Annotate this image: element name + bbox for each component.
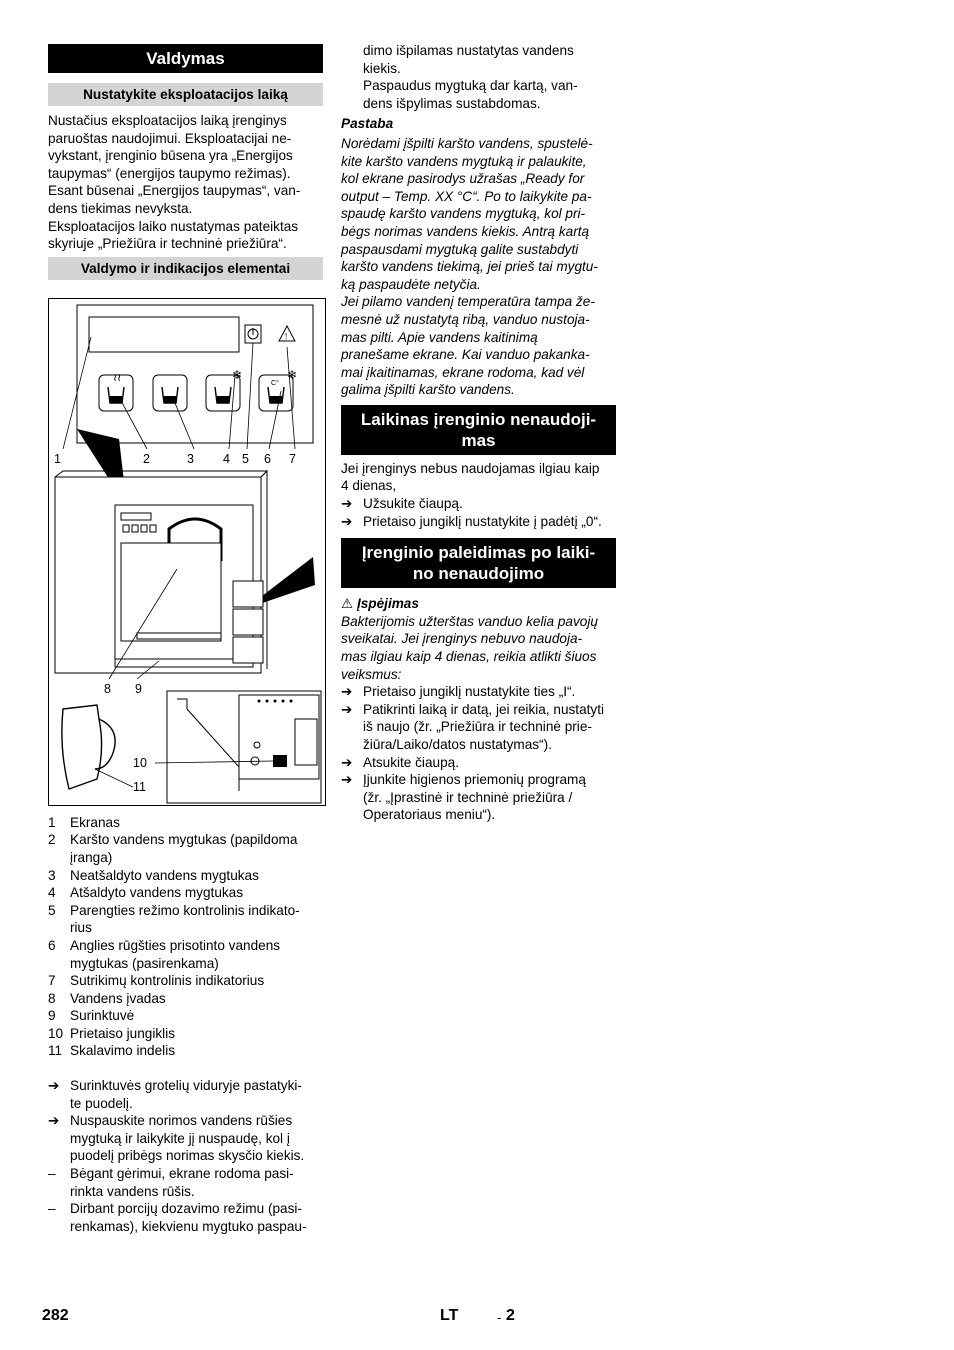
subheading-controls: Valdymo ir indikacijos elementai	[48, 257, 323, 280]
svg-text:8: 8	[104, 681, 111, 696]
svg-text:7: 7	[289, 451, 296, 466]
device-illustration	[49, 299, 325, 805]
legend-list	[48, 814, 323, 1060]
footer-separator: -	[497, 1310, 502, 1325]
svg-text:11: 11	[133, 779, 146, 794]
legend-item: 10 Prietaiso jungiklis	[48, 1025, 176, 1041]
shutdown-intro: Jei įrenginys nebus naudojamas ilgiau kaip 4 dienas,	[341, 460, 600, 494]
ambient-water-button-icon	[153, 375, 187, 411]
legend-item: 7 Sutrikimų kontrolinis indikatorius	[48, 973, 265, 989]
legend-item: 11 Skalavimo indelis	[48, 1043, 176, 1059]
device-figure	[48, 298, 326, 806]
legend-item: 6 Anglies rūgšties prisotinto vandens mygtukas (pasirenkama)	[48, 937, 281, 971]
svg-text:≀≀: ≀≀	[113, 371, 122, 384]
svg-text:3: 3	[187, 451, 194, 466]
text-line: dimo išpilamas nustatytas vandens	[363, 43, 574, 58]
step-item: ➔ Prietaiso jungiklį nustatykite ties „I“.	[341, 684, 576, 700]
text-line: taupymas“ (energijos taupymo režimas).	[48, 165, 291, 181]
warning-title: ⚠ Įspėjimas	[341, 596, 419, 612]
legend-item: 5 Parengties režimo kontrolinis indikato- rius	[48, 902, 300, 936]
svg-text:10: 10	[133, 755, 147, 770]
step-item: ➔ Patikrinti laiką ir datą, jei reikia, nustatyti iš naujo (žr. „Priežiūra ir techninė prie- žiūra/Laiko/datos nustatymas“).	[341, 701, 605, 752]
right-column	[341, 42, 616, 824]
legend-item: 1 Ekranas	[48, 814, 120, 830]
step-item: – Bėgant gėrimui, ekrane rodoma pasi- rinkta vandens rūšis.	[48, 1166, 294, 1199]
text-line: skyriuje „Priežiūra ir techninė priežiūra“.	[48, 236, 287, 252]
text-line: Nustačius eksploatacijos laiką įrenginys	[48, 113, 287, 128]
text-line: vykstant, įrenginio būsena yra „Energijos	[48, 148, 293, 164]
legend-item: 3 Neatšaldyto vandens mygtukas	[48, 867, 259, 883]
usage-steps	[48, 1077, 323, 1235]
step-item: ➔ Atsukite čiaupą.	[341, 754, 459, 770]
step-item: ➔ Užsukite čiaupą.	[341, 496, 463, 512]
warning-icon: ⚠	[341, 596, 354, 612]
legend-item: 4 Atšaldyto vandens mygtukas	[48, 885, 244, 901]
step-item: ➔ Surinktuvės grotelių viduryje pastatyki- te puodelį.	[48, 1078, 302, 1111]
legend-item: 9 Surinktuvė	[48, 1008, 135, 1024]
svg-text:4: 4	[223, 451, 230, 466]
warning-text: Bakterijomis užterštas vanduo kelia pavojų sveikatai. Jei įrenginys nebuvo naudoja- mas ilgiau kaip 4 dienas, reikia atlikti šiuos veiksmus:	[341, 613, 598, 682]
footer-section-number: 2	[506, 1307, 515, 1324]
legend-item: 8 Vandens įvadas	[48, 990, 166, 1006]
step-item: – Dirbant porcijų dozavimo režimu (pasi- renkamas), kiekvienu mygtuko paspau-	[48, 1201, 307, 1234]
power-switch-icon	[273, 755, 287, 767]
rinse-cup-icon	[62, 705, 102, 789]
section-heading-valdymas: Valdymas	[48, 44, 323, 73]
step-item: ➔ Prietaiso jungiklį nustatykite į padėtį „0“.	[341, 513, 602, 529]
note-text: Norėdami įšpilti karšto vandens, spustelė- kite karšto vandens mygtuką ir palaukite, kol ekrane pasirodys užrašas „Ready for output – Temp. XX °C“. Po to laikykite pa- spaudę karšto vandens mygtuką, kol pri- bėgs norimas vandens kiekis. Antrą kartą paspausdami mygtuką galite sustabdyti karšto vandens tiekimą, jei prieš tai mygtu- ką paspaudėte netyčia. Jei pilamo vandenį temperatūra tampa že- mesnė už nustatytą ribą, vanduo nustoja- mas pilti. Apie vandens kaitinimą pranešame ekrane. Kai vanduo pakanka- mai įkaitinamas, ekrane rodoma, kad vėl galima įšpilti karšto vandens.	[341, 135, 598, 398]
language-code: LT	[440, 1307, 459, 1324]
note-title: Pastaba	[341, 116, 394, 132]
legend-item: 2 Karšto vandens mygtukas (papildoma įranga)	[48, 832, 298, 865]
svg-text:❄: ❄	[287, 367, 298, 382]
svg-text:6: 6	[264, 451, 271, 466]
svg-text:1: 1	[54, 451, 61, 466]
text-line: Esant būsenai „Energijos taupymas“, van-	[48, 183, 301, 199]
subheading-operating-time: Nustatykite eksploatacijos laiką	[48, 83, 323, 106]
svg-text:5: 5	[242, 451, 249, 466]
text-line: Paspaudus mygtuką dar kartą, van-	[363, 78, 578, 94]
step-item: ➔ Nuspauskite norimos vandens rūšies mygtuką ir laikykite jį nuspaudę, kol į puodelį pribėgs norimas skysčio kiekis.	[48, 1113, 305, 1164]
text-line: dens išpylimas sustabdomas.	[363, 95, 541, 111]
text-line: paruoštas naudojimui. Eksploatacijai ne-	[48, 130, 292, 146]
continued-text	[341, 42, 616, 112]
left-column	[48, 44, 323, 1235]
page-number: 282	[42, 1307, 69, 1324]
text-line: kiekis.	[363, 60, 401, 76]
intro-paragraph	[48, 112, 323, 253]
svg-text:C°: C°	[271, 379, 279, 387]
step-item: ➔ Įjunkite higienos priemonių programą (žr. „Įprastinė ir techninė priežiūra / Operatoriaus meniu“).	[341, 772, 586, 823]
restart-steps	[341, 683, 616, 824]
svg-text:2: 2	[143, 451, 150, 466]
svg-text:9: 9	[135, 681, 142, 696]
svg-text:❄: ❄	[232, 367, 243, 382]
text-line: Eksploatacijos laiko nustatymas pateiktas	[48, 218, 299, 234]
svg-text:!: !	[285, 331, 288, 341]
text-line: dens tiekimas nevyksta.	[48, 200, 193, 216]
section-heading-restart: Įrenginio paleidimas po laiki- no nenaudojimo	[341, 538, 616, 588]
section-heading-temporary-shutdown: Laikinas įrenginio nenaudoji- mas	[341, 405, 616, 455]
